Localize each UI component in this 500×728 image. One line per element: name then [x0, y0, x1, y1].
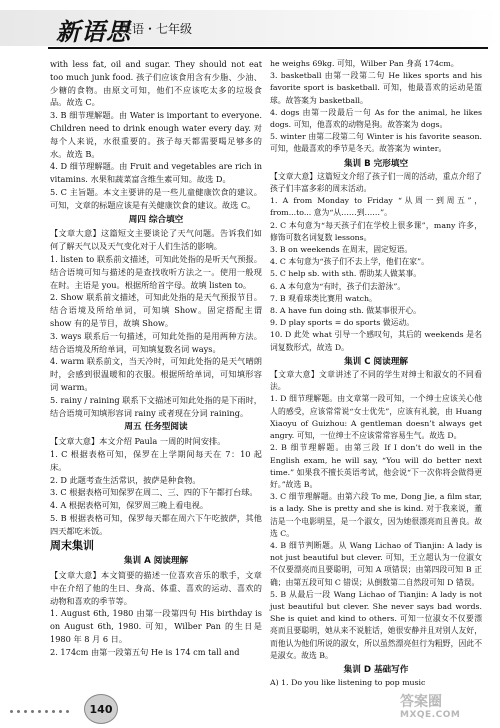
answer-paragraph: 2. C 本句意为“每天孩子们在学校上很多课”，many 许多，修饰可数名词复数 lessons。 — [270, 220, 482, 242]
answer-paragraph: 4. A 根据表格可知，保罗周三晚上看电视。 — [50, 500, 209, 511]
left-column — [50, 58, 262, 659]
section-heading: 集训 A 阅读理解 — [123, 556, 189, 567]
section-heading: 周四 综合填空 — [128, 214, 184, 225]
answer-paragraph: 8. A have fun doing sth. 做某事很开心。 — [270, 306, 421, 316]
answer-paragraph: 1. listen to 联系前文描述，可知此处指的是听天气预报。结合语境可知与描述的是查找收听方法之一。使用一般现在时。主语是 you。根据所给首字母。故填 listen to。 — [50, 253, 262, 290]
answer-paragraph: 3. ways 联系后一句描述，可知此处指的是用两种方法。结合语境及所给单词，可知填复数名词 ways。 — [50, 330, 262, 354]
section-heading: 集训 C 阅读理解 — [344, 356, 408, 367]
page-header — [0, 0, 500, 56]
right-column — [270, 58, 482, 689]
watermark-title: 答案圈 — [400, 694, 442, 710]
answer-paragraph: 4. D 细节理解题。由 Fruit and vegetables are rich in vitamins. 水果和蔬菜富含维生素可知。故选 D。 — [50, 161, 262, 185]
watermark — [400, 694, 496, 724]
answer-paragraph: 9. D play sports = do sports 做运动。 — [270, 318, 415, 328]
answer-paragraph: 3. C 根据表格可知保罗在周二、三、四的下午都打台球。 — [50, 487, 258, 498]
answer-paragraph: A) 1. Do you like listening to pop music — [270, 678, 426, 688]
footer-dots — [10, 706, 80, 716]
answer-paragraph: 5. B 根据表格可知，保罗每天都在周六下午吃披萨，其他四天都吃米饭。 — [50, 512, 262, 536]
section-heading: 周五 任务型阅读 — [124, 422, 188, 433]
answer-paragraph: 5. C help sb. with sth. 帮助某人做某事。 — [270, 269, 422, 279]
page-number: 140 — [84, 694, 118, 724]
section-heading: 集训 B 完形填空 — [343, 158, 409, 169]
answer-paragraph: 1. August 6th, 1980 由第一段第四句 His birthday is on August 6th, 1980. 可知，Wilber Pan 的生日是 1980 年 8 月 6 日。 — [50, 608, 262, 645]
answer-paragraph: 3. basketball 由第一段第二句 He likes sports and his favorite sport is basketball. 可知，他最喜欢的运动是篮球。故答案为 basketball。 — [270, 71, 482, 105]
answer-paragraph: 3. B on weekends 在周末，固定短语。 — [270, 245, 413, 255]
answer-paragraph: 2. Show 联系前文描述，可知此处指的是天气预报节目。结合语境及所给单词，可知填 Show。固定搭配主谓 show 有的是节目，故填 Show。 — [50, 292, 262, 328]
watermark-url: MXQE.COM — [400, 710, 461, 720]
answer-paragraph: 4. B 细节判断题。从 Wang Lichao of Tianjin: A lady is not just beautiful but clever. 可知，王立超认为一位淑女不仅要漂亮而且要聪明，可知 A 项错误；由第四段可知 B 正确；由第五段可知 C 错误；从倒数第二自然段可知 D 错误。 — [270, 540, 482, 587]
header-divider — [48, 47, 488, 49]
book-brand: 新语思 — [56, 18, 131, 46]
answer-paragraph: 4. dogs 由第一段最后一句 As for the animal, he likes dogs. 可知，他喜欢的动物是狗。故答案为 dogs。 — [270, 107, 482, 130]
answer-paragraph: 【文章大意】本文简要的描述一位喜欢音乐的歌手，文章中在介绍了他的生日、身高、体重、喜欢的运动、喜欢的动物和喜欢的季节等。 — [50, 570, 262, 606]
answer-paragraph: 1. C 根据表格可知，保罗在上学期间每天在 7：10 起床。 — [50, 448, 262, 472]
answer-paragraph: 7. B 观看球类比赛用 watch。 — [270, 293, 377, 303]
answer-paragraph: 3. B 细节理解题。由 Water is important to everyone. Children need to drink enough water every day. 对每个人来说，水很重要的。孩子每天都需要喝足够多的水。故选 B。 — [50, 110, 262, 159]
answer-paragraph: 4. warm 联系前文，当天冷时，可知此处指的是天气晴朗时，会感到很温暖和的衣服。根据所给单词，可知填形容词 warm。 — [50, 356, 262, 392]
answer-paragraph: 【文章大意】这篇短文介绍了孩子们一周的活动，重点介绍了孩子们丰富多彩的周末活动。 — [270, 171, 482, 194]
answer-paragraph: 【文章大意】文章讲述了不同的学生对绅士和淑女的不同看法。 — [270, 370, 482, 392]
answer-paragraph: 6. A 本句意为“有时，孩子们去游泳”。 — [270, 281, 406, 291]
answer-paragraph: 【文章大意】本文介绍 Paula 一周的时间安排。 — [50, 436, 226, 447]
answer-paragraph: 【文章大意】这篇短文主要谈论了天气问题。告诉我们如何了解天气以及天气变化对于人们生活的影响。 — [50, 228, 262, 252]
answer-paragraph: he weighs 69kg. 可知，Wilber Pan 身高 174cm。 — [270, 59, 459, 68]
chapter-heading: 周末集训 — [50, 539, 94, 553]
answer-paragraph: 2. D 此题考查生活常识，披萨是种食物。 — [50, 474, 201, 485]
answer-paragraph: 5. rainy / raining 联系下文描述可知此处指的是下雨时，结合语境可知填形容词 rainy 或者现在分词 raining。 — [50, 394, 262, 418]
answer-paragraph: 5. C 主旨题。本文主要讲的是一些儿童健康饮食的建议。可知，文章的标题应该是有关健康饮食的建议。故选 C。 — [50, 186, 262, 210]
answer-paragraph: 3. C 细节理解题。由第六段 To me, Dong Jie, a film star, is a lady. She is pretty and she is kind. 对于我来说，董洁是一个电影明星，是一个淑女，因为她很漂亮而且善良。故选 C。 — [270, 492, 482, 538]
answer-paragraph: 1. D 细节理解题。由文章第一段可知，一个绅士应该关心他人的感受，应该常常说“女士优先”，应该有礼貌，由 Huang Xiaoyu of Guizhou: A gentleman doesn’t always get angry. 可知，一位绅士不应该常常容易生气。故选 D。 — [270, 394, 482, 441]
answer-paragraph: 10. D 此处 what 引导一个感叹句，其后的 weekends 是名词复数形式，故选 D。 — [270, 330, 482, 352]
answer-paragraph: with less fat, oil and sugar. They should not eat too much junk food. 孩子们应该食用含有少脂、少油、少糖的食物。由原文可知，他们不应该吃太多的垃圾食品。故选 C。 — [50, 59, 262, 108]
book-subject: 英语・七年级 — [120, 22, 193, 36]
answer-paragraph: 1. A from Monday to Friday “从周一到周五”，from...to... 意为“从……到……”。 — [270, 196, 482, 218]
answer-paragraph: 5. B 从最后一段 Wang Lichao of Tianjin: A lady is not just beautiful but clever. She never says bad words. She is quiet and kind to others. 可知一位淑女不仅要漂亮而且要聪明，她从来不说脏话，她很安静并且对别人友好，而他认为他们所说的淑女，所以虽然漂亮但行为粗野，因此不是淑女。故选 B。 — [270, 589, 482, 660]
answer-paragraph: 2. 174cm 由第一段第五句 He is 174 cm tall and — [50, 646, 240, 657]
answer-paragraph: 2. B 细节理解题。由第三段 If I don’t do well in the English exam, he will say, “You will do better next time.” 如果我不擅长英语考试，他会说“下一次你将会做得更好。”故选 B。 — [270, 443, 482, 489]
answer-paragraph: 4. C 本句意为“孩子们不去上学，他们在家”。 — [270, 257, 429, 267]
answer-paragraph: 5. winter 由第二段第二句 Winter is his favorite season. 可知，他最喜欢的季节是冬天。故答案为 winter。 — [270, 132, 482, 154]
section-heading: 集训 D 基础写作 — [343, 664, 409, 675]
